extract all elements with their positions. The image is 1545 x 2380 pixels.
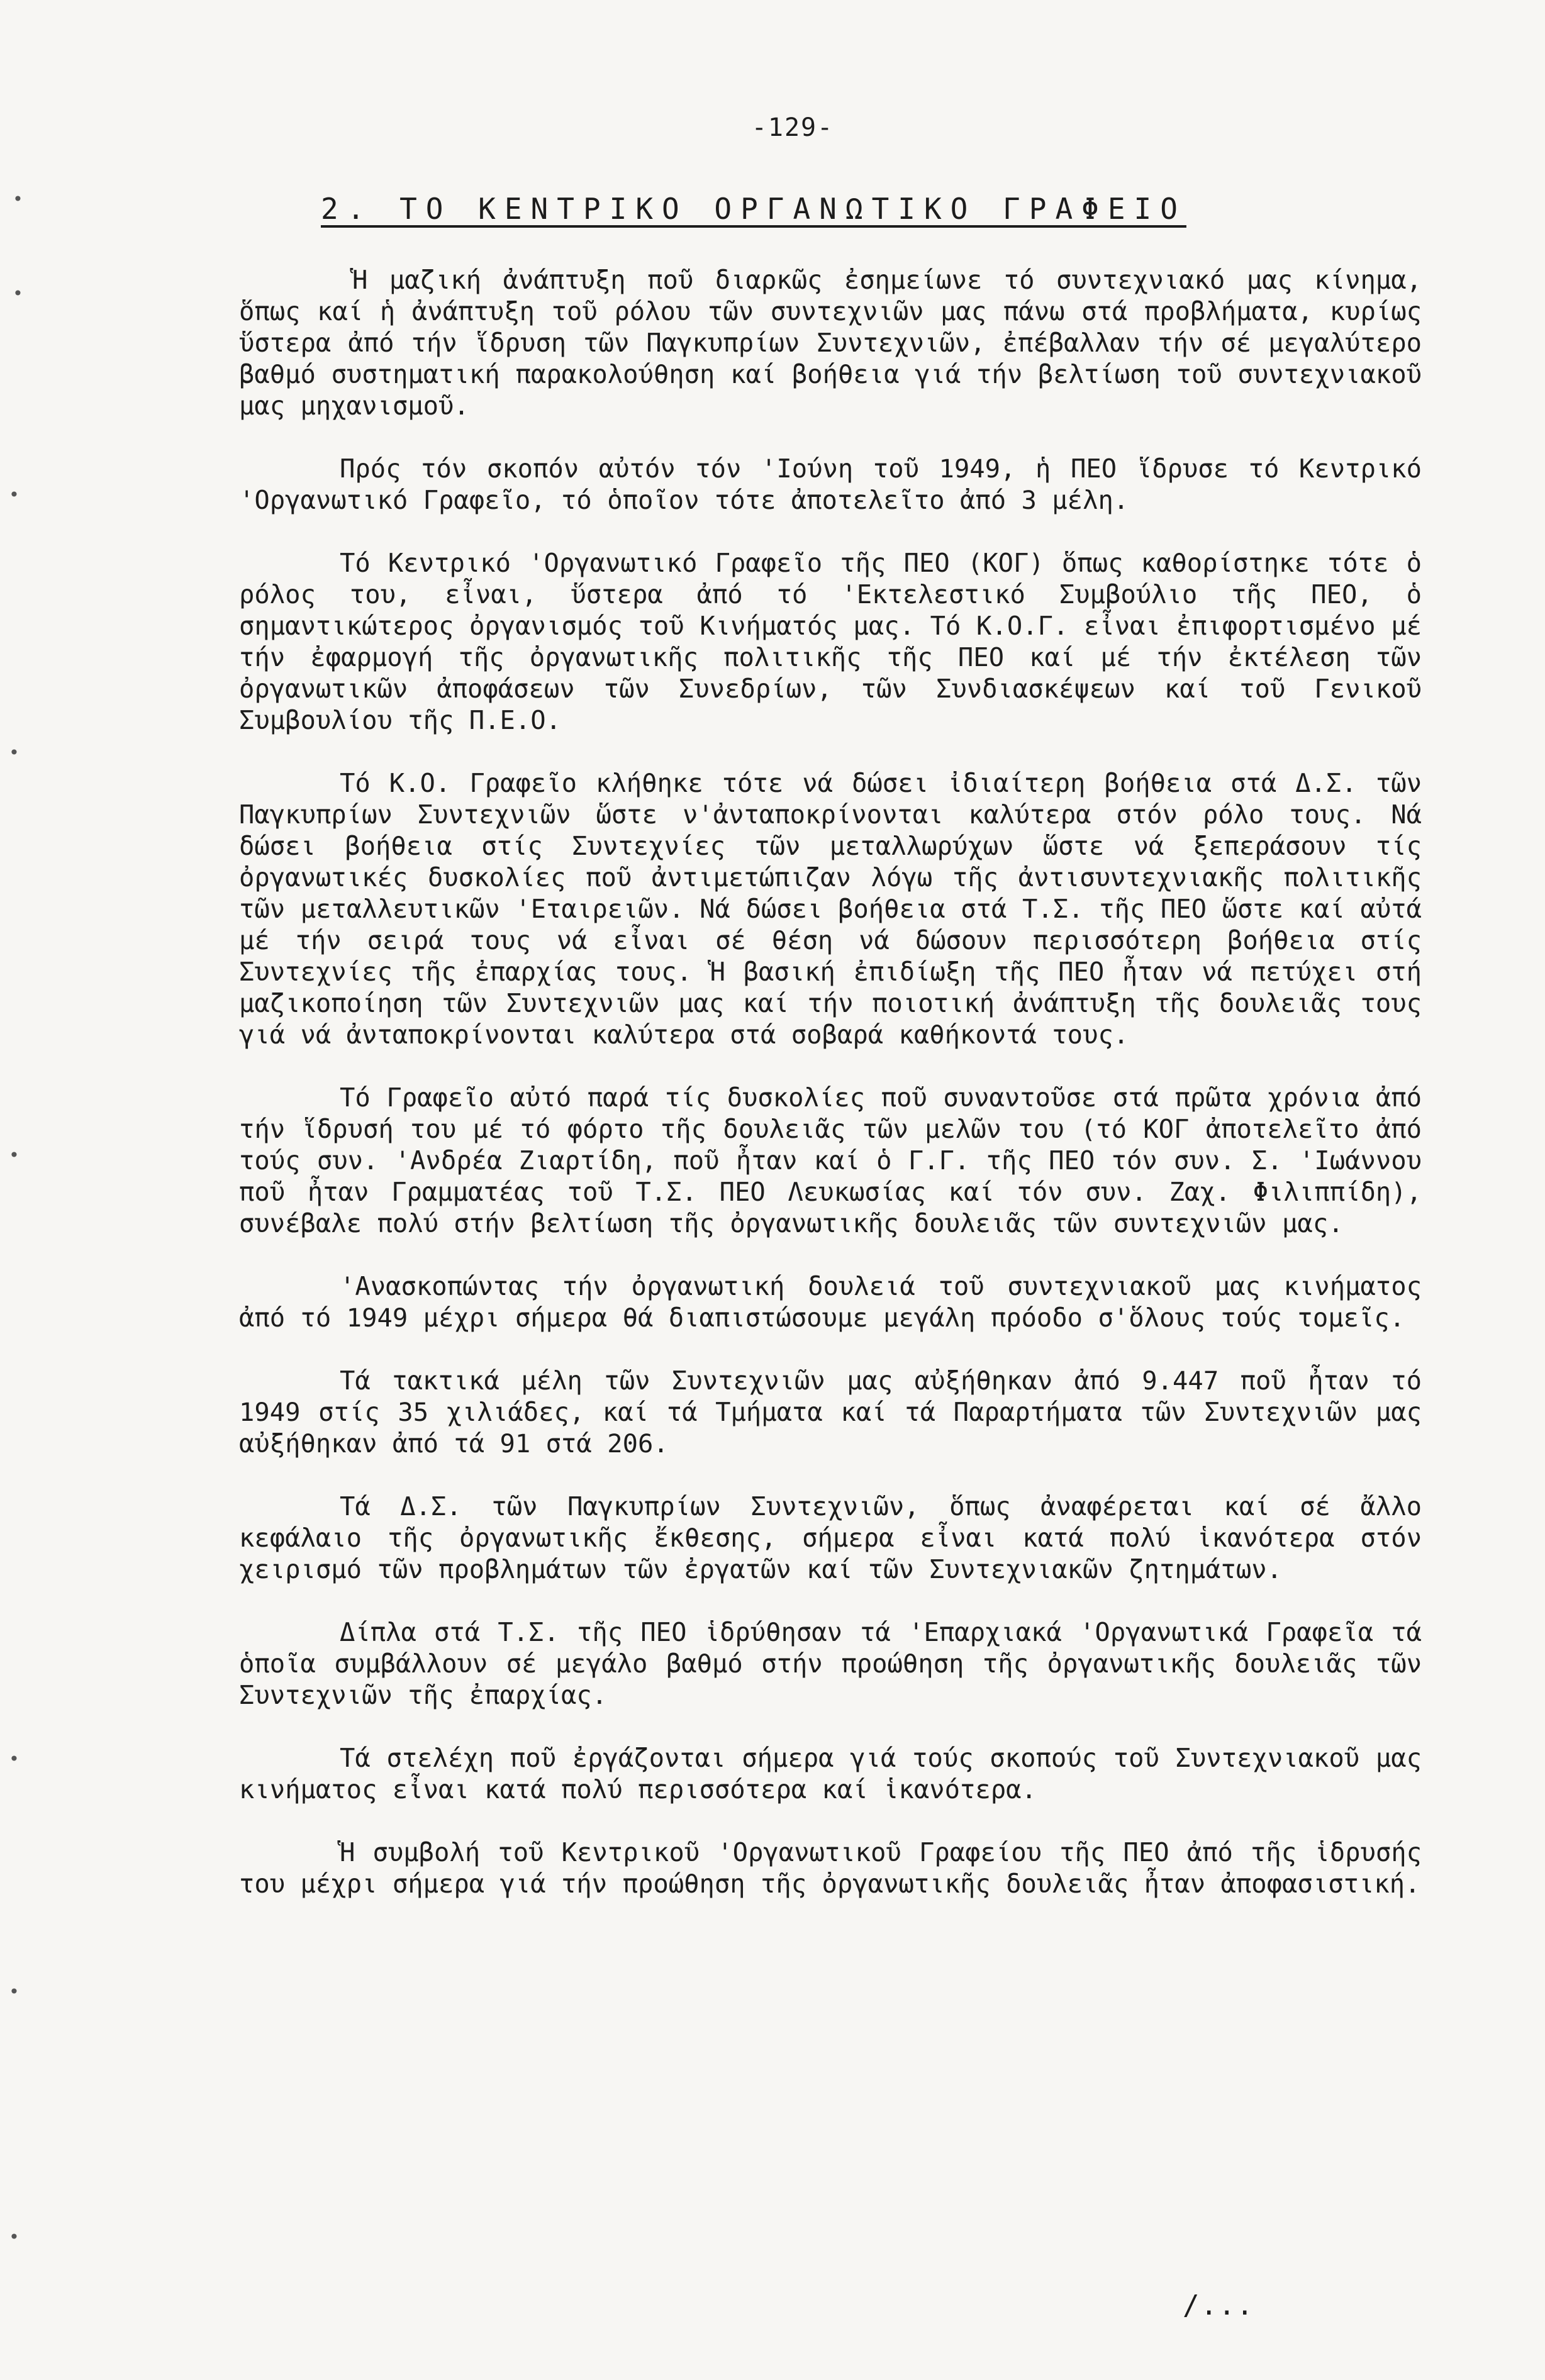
margin-dot: • bbox=[9, 1981, 20, 2002]
section-title: 2. ΤΟ ΚΕΝΤΡΙΚΟ ΟΡΓΑΝΩΤΙΚΟ ΓΡΑΦΕΙΟ bbox=[321, 192, 1186, 226]
margin-dot: • bbox=[9, 484, 20, 505]
paragraph: Τά στελέχη ποῦ ἐργάζονται σήμερα γιά τούς σκοπούς τοῦ Συντεχνιακοῦ μας κινήματος εἶναι κατά πολύ περισσότερα καί ἱκανότερα. bbox=[239, 1743, 1422, 1804]
continuation-mark: /... bbox=[1183, 2289, 1254, 2322]
page-number: -129- bbox=[751, 113, 834, 142]
paragraph: Τό Γραφεῖο αὐτό παρά τίς δυσκολίες ποῦ συναντοῦσε στά πρῶτα χρόνια ἀπό τήν ἵδρυσή του μέ τό φόρτο τῆς δουλειᾶς τῶν μελῶν του (τό ΚΟΓ ἀποτελεῖτο ἀπό τούς συν. 'Ανδρέα Ζιαρτίδη, ποῦ ἦταν καί ὁ Γ.Γ. τῆς ΠΕΟ τόν συν. Σ. 'Ιωάννου ποῦ ἦταν Γραμματέας τοῦ Τ.Σ. ΠΕΟ Λευκωσίας καί τόν συν. Ζαχ. Φιλιππίδη), συνέβαλε πολύ στήν βελτίωση τῆς ὀργανωτικῆς δουλειᾶς τῶν συντεχνιῶν μας. bbox=[239, 1082, 1422, 1238]
margin-dot: • bbox=[9, 1749, 20, 1769]
margin-dot: • bbox=[9, 1145, 20, 1165]
paragraph: Τό Κεντρικό 'Οργανωτικό Γραφεῖο τῆς ΠΕΟ (ΚΟΓ) ὅπως καθορίστηκε τότε ὁ ρόλος του, εἶναι, ὕστερα ἀπό τό 'Εκτελεστικό Συμβούλιο τῆς ΠΕΟ, ὁ σημαντικώτερος ὀργανισμός τοῦ Κινήματός μας. Τό Κ.Ο.Γ. εἶναι ἐπιφορτισμένο μέ τήν ἐφαρμογή τῆς ὀργανωτικῆς πολιτικῆς τῆς ΠΕΟ καί μέ τήν ἐκτέλεση τῶν ὀργανωτικῶν ἀποφάσεων τῶν Συνεδρίων, τῶν Συνδιασκέψεων καί τοῦ Γενικοῦ Συμβουλίου τῆς Π.Ε.Ο. bbox=[239, 548, 1422, 735]
paragraph: Τά τακτικά μέλη τῶν Συντεχνιῶν μας αὐξήθηκαν ἀπό 9.447 ποῦ ἦταν τό 1949 στίς 35 χιλιάδες, καί τά Τμήματα καί τά Παραρτήματα τῶν Συντεχνιῶν μας αὐξήθηκαν ἀπό τά 91 στά 206. bbox=[239, 1365, 1422, 1459]
margin-dot: • bbox=[13, 283, 23, 304]
paragraph: Πρός τόν σκοπόν αὐτόν τόν 'Ιούνη τοῦ 1949, ἡ ΠΕΟ ἵδρυσε τό Κεντρικό 'Οργανωτικό Γραφεῖο, τό ὁποῖον τότε ἀποτελεῖτο ἀπό 3 μέλη. bbox=[239, 453, 1422, 515]
margin-dot: • bbox=[9, 742, 20, 763]
margin-dot: • bbox=[13, 189, 23, 209]
paragraph: Δίπλα στά Τ.Σ. τῆς ΠΕΟ ἱδρύθησαν τά 'Επαρχιακά 'Οργανωτικά Γραφεῖα τά ὁποῖα συμβάλλουν σέ μεγάλο βαθμό στήν προώθηση τῆς ὀργανωτικῆς δουλειᾶς τῶν Συντεχνιῶν τῆς ἐπαρχίας. bbox=[239, 1617, 1422, 1710]
paragraph: Ἡ συμβολή τοῦ Κεντρικοῦ 'Οργανωτικοῦ Γραφείου τῆς ΠΕΟ ἀπό τῆς ἱδρυσής του μέχρι σήμερα γιά τήν προώθηση τῆς ὀργανωτικῆς δουλειᾶς ἦταν ἀποφασιστική. bbox=[239, 1837, 1422, 1899]
paragraph: 'Ανασκοπώντας τήν ὀργανωτική δουλειά τοῦ συντεχνιακοῦ μας κινήματος ἀπό τό 1949 μέχρι σήμερα θά διαπιστώσουμε μεγάλη πρόοδο σ'ὅλους τούς τομεῖς. bbox=[239, 1271, 1422, 1333]
paragraph: Τό Κ.Ο. Γραφεῖο κλήθηκε τότε νά δώσει ἰδιαίτερη βοήθεια στά Δ.Σ. τῶν Παγκυπρίων Συντεχνιῶν ὥστε ν'ἀνταποκρίνονται καλύτερα στόν ρόλο τους. Νά δώσει βοήθεια στίς Συντεχνίες τῶν μεταλλωρύχων ὥστε νά ξεπεράσουν τίς ὀργανωτικές δυσκολίες ποῦ ἀντιμετώπιζαν λόγω τῆς ἀντισυντεχνιακῆς πολιτικῆς τῶν μεταλλευτικῶν 'Εταιρειῶν. Νά δώσει βοήθεια στά Τ.Σ. τῆς ΠΕΟ ὥστε καί αὐτά μέ τήν σειρά τους νά εἶναι σέ θέση νά δώσουν περισσότερη βοήθεια στίς Συντεχνίες τῆς ἐπαρχίας τους. Ἡ βασική ἐπιδίωξη τῆς ΠΕΟ ἦταν νά πετύχει στή μαζικοποίηση τῶν Συντεχνιῶν μας καί τήν ποιοτική ἀνάπτυξη τῆς δουλειᾶς τους γιά νά ἀνταποκρίνονται καλύτερα στά σοβαρά καθήκοντά τους. bbox=[239, 768, 1422, 1050]
paragraph: Ἡ μαζική ἀνάπτυξη ποῦ διαρκῶς ἐσημείωνε τό συντεχνιακό μας κίνημα, ὅπως καί ἡ ἀνάπτυξη τοῦ ρόλου τῶν συντεχνιῶν μας πάνω στά προβλήματα, κυρίως ὕστερα ἀπό τήν ἵδρυση τῶν Παγκυπρίων Συντεχνιῶν, ἐπέβαλλαν τήν σέ μεγαλύτερο βαθμό συστηματική παρακολούθηση καί βοήθεια γιά τήν βελτίωση τοῦ συντεχνιακοῦ μας μηχανισμοῦ. bbox=[239, 265, 1422, 421]
margin-dot: • bbox=[9, 2227, 20, 2247]
paragraph: Τά Δ.Σ. τῶν Παγκυπρίων Συντεχνιῶν, ὅπως ἀναφέρεται καί σέ ἄλλο κεφάλαιο τῆς ὀργανωτικῆς ἔκθεσης, σήμερα εἶναι κατά πολύ ἱκανότερα στόν χειρισμό τῶν προβλημάτων τῶν ἐργατῶν καί τῶν Συντεχνιακῶν ζητημάτων. bbox=[239, 1491, 1422, 1584]
body-text bbox=[239, 264, 1422, 1931]
